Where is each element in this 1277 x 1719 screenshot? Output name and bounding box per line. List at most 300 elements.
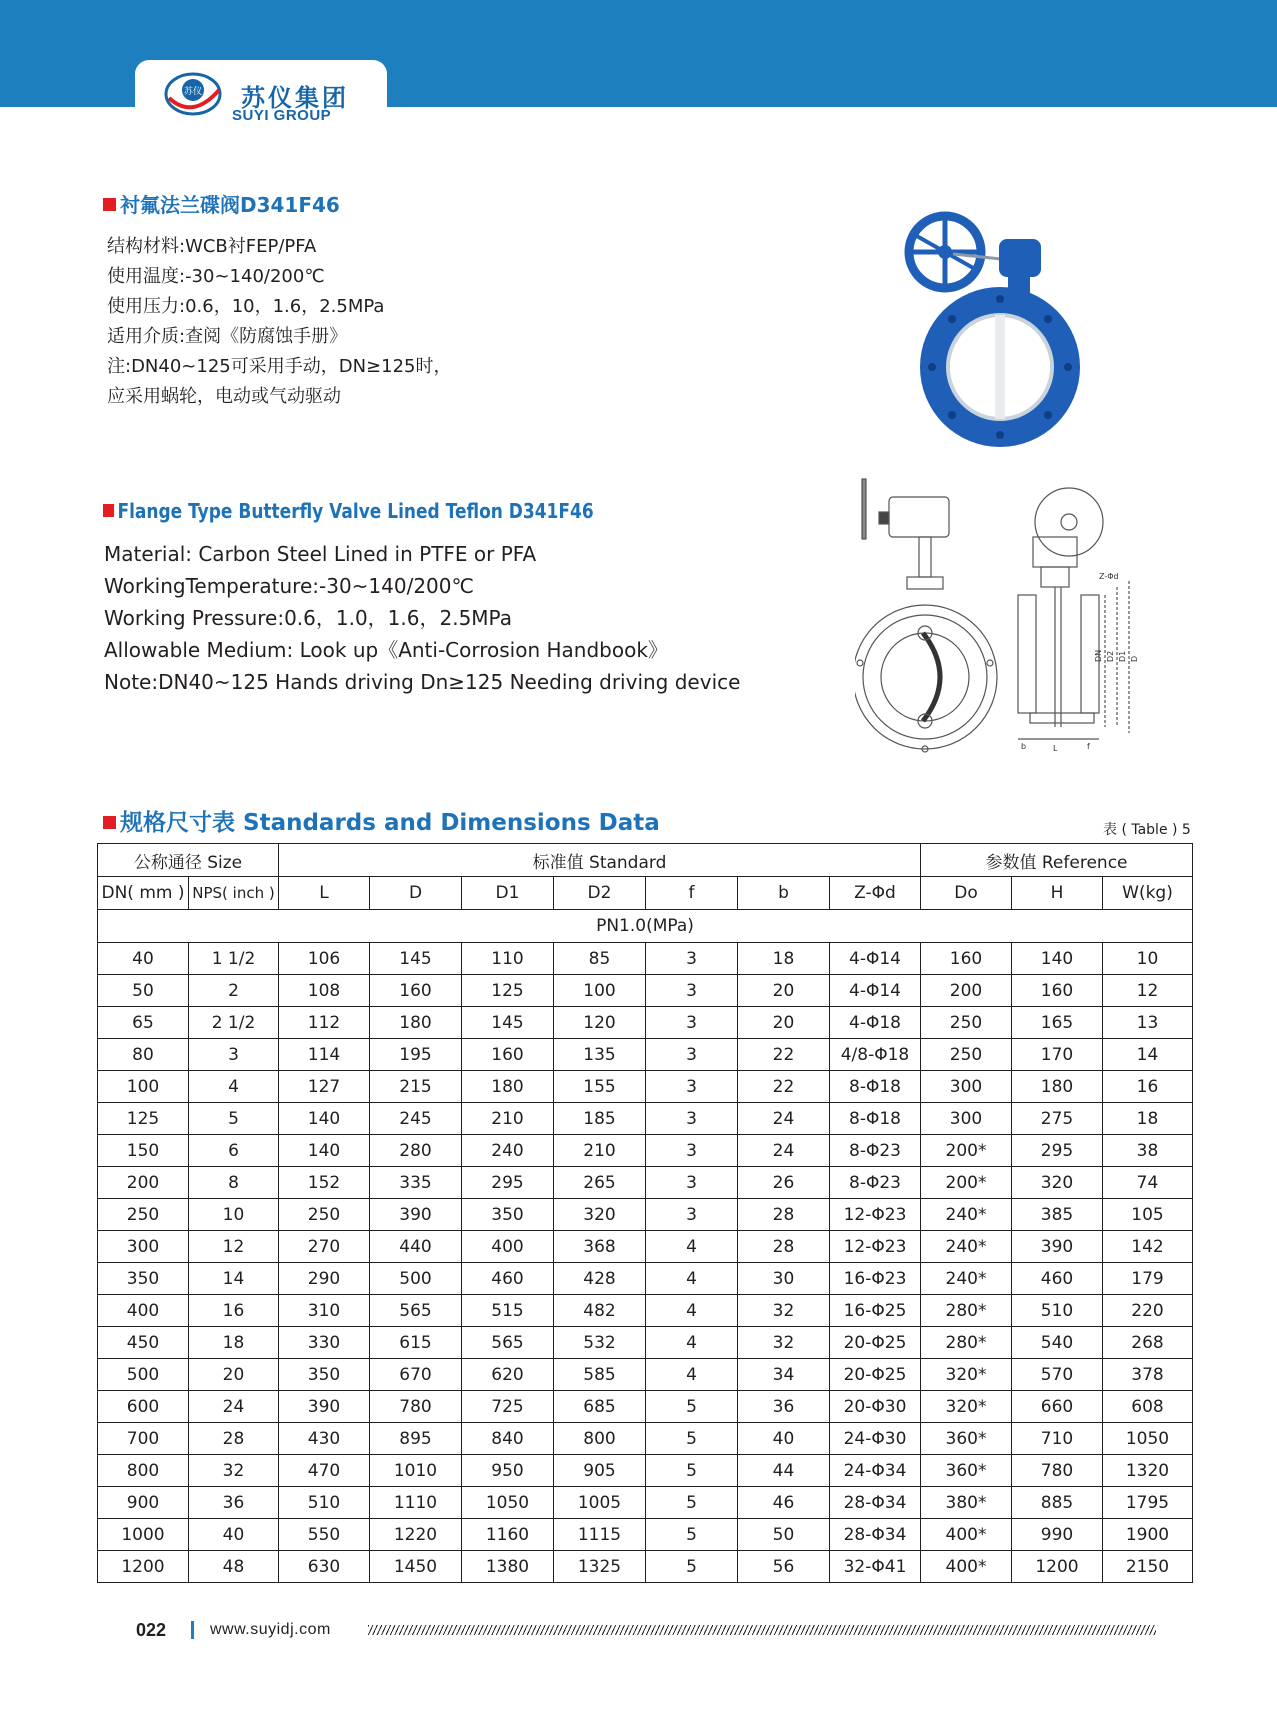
- table-cell: 240*: [921, 1231, 1012, 1263]
- table-cell: 120: [554, 1007, 646, 1039]
- valve-technical-drawing: [855, 477, 1155, 755]
- table-cell: 350: [98, 1263, 189, 1295]
- spec-line-cn: 应采用蜗轮，电动或气动驱动: [107, 386, 341, 407]
- table-cell: 1115: [554, 1519, 646, 1551]
- table-cell: 4-Φ18: [830, 1007, 921, 1039]
- table-cell: 320: [1012, 1167, 1103, 1199]
- table-cell: 290: [279, 1263, 370, 1295]
- table-cell: 220: [1103, 1295, 1193, 1327]
- table-title-text: 规格尺寸表 Standards and Dimensions Data: [120, 810, 660, 836]
- table-cell: 155: [554, 1071, 646, 1103]
- website-url: www.suyidj.com: [210, 1621, 331, 1638]
- table-cell: 44: [738, 1455, 830, 1487]
- table-cell: 108: [279, 975, 370, 1007]
- table-cell: 160: [921, 943, 1012, 975]
- table-cell: 20: [738, 975, 830, 1007]
- table-cell: 5: [189, 1103, 279, 1135]
- spec-line-cn: 适用介质:查阅《防腐蚀手册》: [107, 326, 348, 347]
- table-cell: 4: [646, 1231, 738, 1263]
- table-cell: 510: [1012, 1295, 1103, 1327]
- table-row: [98, 975, 1193, 1007]
- table-cell: 630: [279, 1551, 370, 1583]
- drawing-label-dn: DN: [1094, 649, 1103, 662]
- table-cell: 1000: [98, 1519, 189, 1551]
- table-row: [98, 1327, 1193, 1359]
- table-cell: 245: [370, 1103, 462, 1135]
- table-cell: 2: [189, 975, 279, 1007]
- table-cell: 470: [279, 1455, 370, 1487]
- table-row: [98, 1135, 1193, 1167]
- table-cell: 250: [98, 1199, 189, 1231]
- table-cell: 295: [1012, 1135, 1103, 1167]
- table-cell: 30: [738, 1263, 830, 1295]
- table-group-header-row: [98, 844, 1193, 877]
- table-cell: 1450: [370, 1551, 462, 1583]
- table-cell: 3: [646, 1199, 738, 1231]
- spec-line-cn: 使用压力:0.6，10，1.6，2.5MPa: [107, 296, 385, 317]
- column-header: L: [279, 877, 370, 910]
- table-cell: 34: [738, 1359, 830, 1391]
- dimensions-table: [97, 843, 1193, 1583]
- table-cell: 16: [1103, 1071, 1193, 1103]
- spec-line-cn: 结构材料:WCB衬FEP/PFA: [107, 236, 317, 257]
- table-cell: 16-Φ25: [830, 1295, 921, 1327]
- table-cell: 550: [279, 1519, 370, 1551]
- table-cell: 6: [189, 1135, 279, 1167]
- table-cell: 780: [1012, 1455, 1103, 1487]
- table-cell: 28: [738, 1199, 830, 1231]
- table-cell: 142: [1103, 1231, 1193, 1263]
- table-cell: 85: [554, 943, 646, 975]
- table-cell: 26: [738, 1167, 830, 1199]
- table-cell: 20: [189, 1359, 279, 1391]
- product-title-en-text: Flange Type Butterfly Valve Lined Teflon D341F46: [117, 499, 594, 523]
- table-cell: 250: [279, 1199, 370, 1231]
- table-cell: 482: [554, 1295, 646, 1327]
- table-cell: 4/8-Φ18: [830, 1039, 921, 1071]
- table-row: [98, 943, 1193, 975]
- table-cell: 3: [646, 943, 738, 975]
- table-cell: 265: [554, 1167, 646, 1199]
- table-cell: 900: [98, 1487, 189, 1519]
- table-cell: 170: [1012, 1039, 1103, 1071]
- table-cell: 195: [370, 1039, 462, 1071]
- table-cell: 5: [646, 1487, 738, 1519]
- table-cell: 28-Φ34: [830, 1487, 921, 1519]
- table-title: [103, 804, 660, 837]
- table-cell: 20-Φ30: [830, 1391, 921, 1423]
- table-cell: 36: [189, 1487, 279, 1519]
- spec-line-en: WorkingTemperature:-30~140/200℃: [104, 574, 474, 598]
- spec-line-cn: 注:DN40~125可采用手动，DN≥125时，: [107, 356, 452, 377]
- table-column-header-row: [98, 877, 1193, 910]
- table-row: [98, 1487, 1193, 1519]
- bullet-square-icon: [103, 504, 114, 517]
- table-cell: 400: [98, 1295, 189, 1327]
- table-cell: 500: [370, 1263, 462, 1295]
- table-cell: 335: [370, 1167, 462, 1199]
- table-cell: 14: [1103, 1039, 1193, 1071]
- table-cell: 22: [738, 1071, 830, 1103]
- group-header-reference: 参数值 Reference: [921, 844, 1193, 877]
- table-cell: 280*: [921, 1327, 1012, 1359]
- table-pressure-row: [98, 910, 1193, 943]
- table-cell: 160: [1012, 975, 1103, 1007]
- table-cell: 368: [554, 1231, 646, 1263]
- table-cell: 50: [738, 1519, 830, 1551]
- table-cell: 179: [1103, 1263, 1193, 1295]
- column-header: NPS( inch ): [189, 877, 279, 910]
- table-cell: 1160: [462, 1519, 554, 1551]
- table-cell: 210: [462, 1103, 554, 1135]
- table-cell: 385: [1012, 1199, 1103, 1231]
- table-cell: 22: [738, 1039, 830, 1071]
- table-cell: 4: [646, 1263, 738, 1295]
- drawing-label-b: b: [1021, 742, 1027, 751]
- table-cell: 515: [462, 1295, 554, 1327]
- table-cell: 180: [1012, 1071, 1103, 1103]
- table-cell: 700: [98, 1423, 189, 1455]
- valve-product-photo: [893, 207, 1088, 452]
- table-cell: 3: [646, 1167, 738, 1199]
- table-row: [98, 1007, 1193, 1039]
- table-cell: 5: [646, 1551, 738, 1583]
- table-cell: 450: [98, 1327, 189, 1359]
- table-cell: 114: [279, 1039, 370, 1071]
- table-cell: 350: [279, 1359, 370, 1391]
- table-row: [98, 1519, 1193, 1551]
- table-cell: 8-Φ23: [830, 1167, 921, 1199]
- table-cell: 320: [554, 1199, 646, 1231]
- table-cell: 275: [1012, 1103, 1103, 1135]
- table-cell: 65: [98, 1007, 189, 1039]
- table-cell: 1380: [462, 1551, 554, 1583]
- table-cell: 5: [646, 1519, 738, 1551]
- group-header-size: 公称通径 Size: [98, 844, 279, 877]
- column-header: D: [370, 877, 462, 910]
- table-cell: 24: [189, 1391, 279, 1423]
- table-cell: 12: [189, 1231, 279, 1263]
- table-cell: 80: [98, 1039, 189, 1071]
- table-row: [98, 1359, 1193, 1391]
- table-cell: 1050: [1103, 1423, 1193, 1455]
- drawing-label-d: D: [1130, 655, 1139, 662]
- table-cell: 440: [370, 1231, 462, 1263]
- table-cell: 460: [1012, 1263, 1103, 1295]
- brand-name-en: SUYI GROUP: [232, 107, 332, 124]
- table-cell: 12-Φ23: [830, 1199, 921, 1231]
- table-cell: 660: [1012, 1391, 1103, 1423]
- table-cell: 3: [646, 1103, 738, 1135]
- table-cell: 16-Φ23: [830, 1263, 921, 1295]
- table-cell: 40: [738, 1423, 830, 1455]
- table-cell: 570: [1012, 1359, 1103, 1391]
- table-cell: 390: [1012, 1231, 1103, 1263]
- table-cell: 140: [279, 1103, 370, 1135]
- product-title-cn-text: 衬氟法兰碟阀D341F46: [120, 193, 340, 217]
- table-cell: 200: [921, 975, 1012, 1007]
- column-header: H: [1012, 877, 1103, 910]
- table-cell: 1050: [462, 1487, 554, 1519]
- footer-divider: [191, 1621, 194, 1639]
- table-cell: 1110: [370, 1487, 462, 1519]
- table-cell: 460: [462, 1263, 554, 1295]
- footer-hatch-decoration: [368, 1625, 1156, 1635]
- table-cell: 240*: [921, 1263, 1012, 1295]
- table-row: [98, 1295, 1193, 1327]
- table-cell: 105: [1103, 1199, 1193, 1231]
- column-header: D1: [462, 877, 554, 910]
- table-cell: 210: [554, 1135, 646, 1167]
- table-cell: 32-Φ41: [830, 1551, 921, 1583]
- table-cell: 125: [462, 975, 554, 1007]
- table-row: [98, 1071, 1193, 1103]
- table-cell: 540: [1012, 1327, 1103, 1359]
- table-cell: 152: [279, 1167, 370, 1199]
- table-cell: 380*: [921, 1487, 1012, 1519]
- table-row: [98, 1231, 1193, 1263]
- table-cell: 32: [738, 1327, 830, 1359]
- table-cell: 360*: [921, 1455, 1012, 1487]
- table-cell: 24: [738, 1103, 830, 1135]
- group-header-standard: 标准值 Standard: [279, 844, 921, 877]
- table-cell: 50: [98, 975, 189, 1007]
- table-cell: 3: [646, 1039, 738, 1071]
- table-cell: 5: [646, 1391, 738, 1423]
- table-cell: 18: [738, 943, 830, 975]
- table-cell: 780: [370, 1391, 462, 1423]
- column-header: W(kg): [1103, 877, 1193, 910]
- table-cell: 8-Φ18: [830, 1071, 921, 1103]
- table-cell: 430: [279, 1423, 370, 1455]
- table-cell: 1005: [554, 1487, 646, 1519]
- table-cell: 135: [554, 1039, 646, 1071]
- table-cell: 670: [370, 1359, 462, 1391]
- table-cell: 895: [370, 1423, 462, 1455]
- table-cell: 250: [921, 1007, 1012, 1039]
- table-cell: 3: [189, 1039, 279, 1071]
- table-row: [98, 1103, 1193, 1135]
- table-cell: 48: [189, 1551, 279, 1583]
- table-cell: 840: [462, 1423, 554, 1455]
- table-cell: 4: [646, 1359, 738, 1391]
- table-cell: 32: [189, 1455, 279, 1487]
- table-cell: 8-Φ23: [830, 1135, 921, 1167]
- table-cell: 150: [98, 1135, 189, 1167]
- table-cell: 38: [1103, 1135, 1193, 1167]
- table-cell: 585: [554, 1359, 646, 1391]
- table-number-note: 表 ( Table ) 5: [1103, 822, 1191, 838]
- table-cell: 12-Φ23: [830, 1231, 921, 1263]
- product-title-cn: [103, 189, 340, 218]
- table-cell: 20: [738, 1007, 830, 1039]
- table-cell: 532: [554, 1327, 646, 1359]
- table-cell: 10: [1103, 943, 1193, 975]
- table-cell: 565: [370, 1295, 462, 1327]
- table-cell: 885: [1012, 1487, 1103, 1519]
- page-number: 022: [136, 1620, 167, 1640]
- table-cell: 400: [462, 1231, 554, 1263]
- table-cell: 1900: [1103, 1519, 1193, 1551]
- table-cell: 200: [98, 1167, 189, 1199]
- table-cell: 270: [279, 1231, 370, 1263]
- table-cell: 185: [554, 1103, 646, 1135]
- table-cell: 280*: [921, 1295, 1012, 1327]
- table-cell: 145: [462, 1007, 554, 1039]
- table-cell: 215: [370, 1071, 462, 1103]
- table-cell: 140: [1012, 943, 1103, 975]
- table-cell: 378: [1103, 1359, 1193, 1391]
- table-cell: 250: [921, 1039, 1012, 1071]
- table-cell: 56: [738, 1551, 830, 1583]
- table-cell: 160: [370, 975, 462, 1007]
- table-cell: 428: [554, 1263, 646, 1295]
- table-cell: 950: [462, 1455, 554, 1487]
- table-cell: 400*: [921, 1551, 1012, 1583]
- table-cell: 2 1/2: [189, 1007, 279, 1039]
- table-cell: 1010: [370, 1455, 462, 1487]
- table-cell: 145: [370, 943, 462, 975]
- table-cell: 400*: [921, 1519, 1012, 1551]
- pressure-label: PN1.0(MPa): [98, 910, 1193, 943]
- drawing-label-d1: D1: [1118, 650, 1127, 662]
- table-cell: 608: [1103, 1391, 1193, 1423]
- column-header: Do: [921, 877, 1012, 910]
- column-header: b: [738, 877, 830, 910]
- table-cell: 14: [189, 1263, 279, 1295]
- table-cell: 74: [1103, 1167, 1193, 1199]
- column-header: DN( mm ): [98, 877, 189, 910]
- table-cell: 16: [189, 1295, 279, 1327]
- table-cell: 125: [98, 1103, 189, 1135]
- column-header: f: [646, 877, 738, 910]
- table-cell: 240: [462, 1135, 554, 1167]
- table-cell: 24-Φ34: [830, 1455, 921, 1487]
- table-cell: 8: [189, 1167, 279, 1199]
- drawing-label-z: Z-Φd: [1099, 572, 1119, 581]
- table-cell: 106: [279, 943, 370, 975]
- table-cell: 127: [279, 1071, 370, 1103]
- spec-line-en: Material: Carbon Steel Lined in PTFE or PFA: [104, 542, 537, 566]
- table-cell: 500: [98, 1359, 189, 1391]
- table-cell: 200*: [921, 1167, 1012, 1199]
- table-cell: 180: [462, 1071, 554, 1103]
- column-header: D2: [554, 877, 646, 910]
- table-cell: 320*: [921, 1359, 1012, 1391]
- table-cell: 4-Φ14: [830, 943, 921, 975]
- product-specs-en: [104, 538, 740, 698]
- table-cell: 2150: [1103, 1551, 1193, 1583]
- product-title-en: [103, 499, 594, 523]
- table-cell: 1325: [554, 1551, 646, 1583]
- table-cell: 800: [98, 1455, 189, 1487]
- table-cell: 13: [1103, 1007, 1193, 1039]
- spec-line-en: Note:DN40~125 Hands driving Dn≥125 Needing driving device: [104, 670, 741, 694]
- table-cell: 112: [279, 1007, 370, 1039]
- table-cell: 40: [98, 943, 189, 975]
- table-cell: 5: [646, 1455, 738, 1487]
- table-cell: 1 1/2: [189, 943, 279, 975]
- table-cell: 800: [554, 1423, 646, 1455]
- table-cell: 268: [1103, 1327, 1193, 1359]
- table-cell: 1795: [1103, 1487, 1193, 1519]
- table-cell: 100: [554, 975, 646, 1007]
- table-row: [98, 1263, 1193, 1295]
- table-row: [98, 1039, 1193, 1071]
- table-cell: 10: [189, 1199, 279, 1231]
- table-cell: 295: [462, 1167, 554, 1199]
- table-cell: 710: [1012, 1423, 1103, 1455]
- table-cell: 905: [554, 1455, 646, 1487]
- table-cell: 510: [279, 1487, 370, 1519]
- table-cell: 4: [646, 1327, 738, 1359]
- table-cell: 200*: [921, 1135, 1012, 1167]
- table-cell: 12: [1103, 975, 1193, 1007]
- table-cell: 725: [462, 1391, 554, 1423]
- table-cell: 165: [1012, 1007, 1103, 1039]
- table-cell: 600: [98, 1391, 189, 1423]
- table-cell: 46: [738, 1487, 830, 1519]
- spec-line-cn: 使用温度:-30~140/200℃: [107, 266, 325, 287]
- table-cell: 28: [738, 1231, 830, 1263]
- table-cell: 4-Φ14: [830, 975, 921, 1007]
- brand-mark-icon: [163, 68, 223, 120]
- table-cell: 40: [189, 1519, 279, 1551]
- table-cell: 28: [189, 1423, 279, 1455]
- bullet-square-icon: [103, 198, 116, 211]
- table-cell: 3: [646, 975, 738, 1007]
- drawing-label-f: f: [1087, 742, 1090, 751]
- table-row: [98, 1455, 1193, 1487]
- table-cell: 28-Φ34: [830, 1519, 921, 1551]
- table-cell: 390: [370, 1199, 462, 1231]
- table-cell: 360*: [921, 1423, 1012, 1455]
- table-cell: 615: [370, 1327, 462, 1359]
- table-cell: 1200: [1012, 1551, 1103, 1583]
- table-cell: 20-Φ25: [830, 1327, 921, 1359]
- table-cell: 300: [98, 1231, 189, 1263]
- table-cell: 110: [462, 943, 554, 975]
- table-row: [98, 1199, 1193, 1231]
- table-row: [98, 1167, 1193, 1199]
- table-cell: 300: [921, 1103, 1012, 1135]
- table-cell: 320*: [921, 1391, 1012, 1423]
- table-cell: 280: [370, 1135, 462, 1167]
- table-cell: 1220: [370, 1519, 462, 1551]
- table-cell: 24: [738, 1135, 830, 1167]
- table-cell: 36: [738, 1391, 830, 1423]
- brand-logo: [135, 60, 387, 135]
- table-cell: 310: [279, 1295, 370, 1327]
- table-row: [98, 1551, 1193, 1583]
- table-cell: 3: [646, 1135, 738, 1167]
- bullet-square-icon: [103, 816, 116, 829]
- spec-line-en: Allowable Medium: Look up《Anti-Corrosion Handbook》: [104, 638, 668, 662]
- table-cell: 4: [646, 1295, 738, 1327]
- table-cell: 20-Φ25: [830, 1359, 921, 1391]
- brand-name-cn: 苏仪集团: [241, 84, 349, 112]
- brand-mark-text: 苏仪: [183, 87, 203, 97]
- table-cell: 1320: [1103, 1455, 1193, 1487]
- table-cell: 160: [462, 1039, 554, 1071]
- product-specs-cn: [107, 232, 452, 412]
- table-cell: 390: [279, 1391, 370, 1423]
- table-cell: 3: [646, 1007, 738, 1039]
- table-cell: 350: [462, 1199, 554, 1231]
- table-cell: 565: [462, 1327, 554, 1359]
- table-cell: 24-Φ30: [830, 1423, 921, 1455]
- table-cell: 990: [1012, 1519, 1103, 1551]
